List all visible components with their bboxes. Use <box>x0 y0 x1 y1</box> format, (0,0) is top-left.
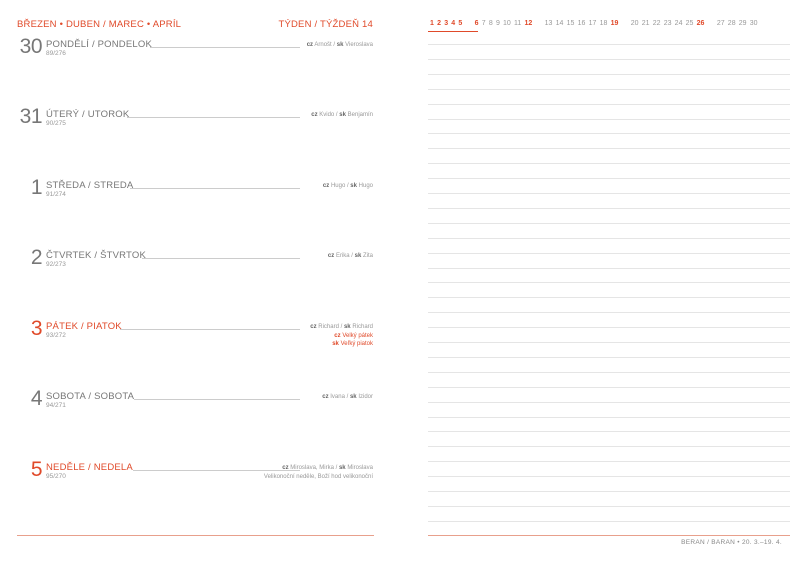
day-name: PONDĚLÍ / PONDELOK <box>46 39 153 50</box>
note-line[interactable] <box>428 476 790 477</box>
sk-label: sk <box>349 394 357 400</box>
separator: / <box>338 324 344 330</box>
name-days <box>307 41 373 50</box>
sk-name: Zita <box>362 253 373 259</box>
separator: / <box>344 394 350 400</box>
note-line[interactable] <box>428 521 790 522</box>
cz-name: Arnošt <box>314 42 332 48</box>
note-line[interactable] <box>428 253 790 254</box>
day-count: 89/276 <box>46 50 66 57</box>
strip-day[interactable]: 2 <box>437 20 441 27</box>
strip-day[interactable]: 4 <box>451 20 456 27</box>
strip-day[interactable]: 20 <box>630 20 639 27</box>
cz-label: cz <box>322 394 329 400</box>
separator: / <box>349 253 355 259</box>
left-page <box>0 0 390 568</box>
strip-day[interactable]: 18 <box>599 20 608 27</box>
cz-name: Ivana <box>330 394 345 400</box>
bottom-divider <box>17 535 374 536</box>
strip-day[interactable]: 27 <box>716 20 725 27</box>
day-entry[interactable] <box>0 176 390 240</box>
note-line[interactable] <box>428 387 790 388</box>
strip-day[interactable]: 25 <box>685 20 694 27</box>
cz-name: Kvido <box>319 112 335 118</box>
note-line[interactable] <box>428 312 790 313</box>
note-line[interactable] <box>428 282 790 283</box>
note-line[interactable] <box>428 372 790 373</box>
note-line[interactable] <box>428 506 790 507</box>
day-divider <box>134 399 300 400</box>
sk-holiday: Veľký piatok <box>340 341 373 347</box>
sk-name: Miroslava <box>347 465 373 471</box>
note-line[interactable] <box>428 268 790 269</box>
note-line[interactable] <box>428 297 790 298</box>
strip-day[interactable]: 16 <box>577 20 586 27</box>
bottom-divider <box>428 535 790 536</box>
day-entry[interactable] <box>0 105 390 169</box>
day-entry[interactable] <box>0 246 390 310</box>
sk-name: Benjamín <box>347 112 373 118</box>
day-entry[interactable] <box>0 317 390 381</box>
day-entry[interactable] <box>0 35 390 99</box>
sk-name: Vieroslava <box>345 42 373 48</box>
note-line[interactable] <box>428 342 790 343</box>
strip-day[interactable]: 7 <box>481 20 486 27</box>
day-number: 4 <box>30 387 42 410</box>
zodiac-footer: BERAN / BARAN • 20. 3.–19. 4. <box>681 539 782 546</box>
name-days <box>323 182 373 191</box>
name-days <box>322 393 373 402</box>
cz-name: Miroslava, Mirka <box>290 465 334 471</box>
day-divider <box>142 258 300 259</box>
strip-day[interactable]: 1 <box>430 20 434 27</box>
cz-holiday: Velký pátek <box>342 332 373 339</box>
strip-day[interactable]: 5 <box>458 20 463 27</box>
week-header: TÝDEN / TÝŽDEŇ 14 <box>278 19 373 30</box>
sk-label: sk <box>339 112 346 118</box>
cz-label: cz <box>306 42 314 48</box>
strip-day[interactable]: 8 <box>488 20 493 27</box>
sk-label: sk <box>336 42 344 48</box>
sk-label: sk <box>354 253 362 259</box>
cz-label: cz <box>322 183 330 189</box>
note-line[interactable] <box>428 178 790 179</box>
day-name: PÁTEK / PIATOK <box>46 321 122 332</box>
note-line[interactable] <box>428 104 790 105</box>
note-line[interactable] <box>428 89 790 90</box>
day-count: 93/272 <box>46 332 66 339</box>
strip-day[interactable]: 10 <box>503 20 511 27</box>
day-entry[interactable] <box>0 458 390 522</box>
note-line[interactable] <box>428 357 790 358</box>
right-page <box>410 0 800 568</box>
strip-day[interactable]: 17 <box>588 20 597 27</box>
note-line[interactable] <box>428 238 790 239</box>
note-line[interactable] <box>428 223 790 224</box>
day-name: ČTVRTEK / ŠTVRTOK <box>46 250 147 261</box>
cz-name: Richard <box>318 324 339 330</box>
note-line[interactable] <box>428 148 790 149</box>
day-count: 91/274 <box>46 191 66 198</box>
day-name: ÚTERÝ / UTOROK <box>46 109 130 120</box>
day-count: 94/271 <box>46 402 66 409</box>
holiday-note: Velikonoční neděle, Boží hod velikonoční <box>263 473 373 480</box>
note-line[interactable] <box>428 119 790 120</box>
day-number: 3 <box>30 317 42 340</box>
day-name: SOBOTA / SOBOTA <box>46 391 135 402</box>
cz-label: cz <box>311 112 318 118</box>
day-divider <box>150 47 300 48</box>
day-name: STŘEDA / STREDA <box>46 180 134 191</box>
note-line[interactable] <box>428 327 790 328</box>
strip-day[interactable]: 19 <box>610 20 619 27</box>
separator: / <box>334 112 340 118</box>
day-name: NEDĚLE / NEDELA <box>46 462 133 473</box>
separator: / <box>333 465 339 471</box>
separator: / <box>345 183 351 189</box>
cz-label: cz <box>310 324 317 330</box>
cz-label: cz <box>327 253 335 259</box>
name-days <box>264 464 373 481</box>
note-line[interactable] <box>428 208 790 209</box>
sk-name: Richard <box>352 324 373 330</box>
cz-label: cz <box>334 332 341 339</box>
sk-label: sk <box>343 324 351 330</box>
strip-day[interactable]: 6 <box>474 20 479 27</box>
day-divider <box>130 188 300 189</box>
day-count: 95/270 <box>46 473 66 480</box>
strip-day[interactable]: 11 <box>514 20 522 27</box>
note-line[interactable] <box>428 446 790 447</box>
name-days <box>328 252 373 261</box>
sk-label: sk <box>350 183 357 189</box>
day-count: 92/273 <box>46 261 66 268</box>
strip-day[interactable]: 30 <box>749 20 758 27</box>
note-line[interactable] <box>428 163 790 164</box>
month-day-strip <box>430 20 761 27</box>
strip-day[interactable]: 12 <box>524 20 533 27</box>
strip-day[interactable]: 9 <box>495 20 500 27</box>
cz-label: cz <box>282 465 289 471</box>
name-days <box>311 111 373 120</box>
strip-day[interactable]: 24 <box>674 20 683 27</box>
sk-name: Izidor <box>358 394 373 400</box>
strip-day[interactable]: 23 <box>663 20 672 27</box>
strip-day[interactable]: 26 <box>696 20 705 27</box>
note-line[interactable] <box>428 461 790 462</box>
note-line[interactable] <box>428 417 790 418</box>
strip-day[interactable]: 29 <box>738 20 747 27</box>
name-days <box>310 323 373 349</box>
cz-name: Hugo <box>330 183 346 189</box>
day-number: 30 <box>19 35 42 58</box>
day-entry[interactable] <box>0 387 390 451</box>
strip-day[interactable]: 14 <box>555 20 564 27</box>
sk-label: sk <box>332 341 339 347</box>
day-divider <box>120 329 300 330</box>
strip-day[interactable]: 22 <box>652 20 661 27</box>
note-line[interactable] <box>428 491 790 492</box>
note-line[interactable] <box>428 193 790 194</box>
day-number: 1 <box>30 176 42 199</box>
months-header: BŘEZEN • DUBEN / MAREC • APRÍL <box>17 19 182 30</box>
note-line[interactable] <box>428 402 790 403</box>
day-divider <box>127 117 300 118</box>
note-line[interactable] <box>428 133 790 134</box>
cz-name: Erika <box>335 253 350 259</box>
note-line[interactable] <box>428 59 790 60</box>
strip-day[interactable]: 28 <box>727 20 736 27</box>
sk-label: sk <box>338 465 346 471</box>
strip-day[interactable]: 21 <box>641 20 650 27</box>
note-line[interactable] <box>428 44 790 45</box>
day-number: 5 <box>30 458 42 481</box>
day-count: 90/275 <box>46 120 66 127</box>
sk-name: Hugo <box>358 183 373 189</box>
day-number: 31 <box>19 105 42 128</box>
strip-day[interactable]: 15 <box>566 20 575 27</box>
note-line[interactable] <box>428 431 790 432</box>
note-line[interactable] <box>428 74 790 75</box>
day-number: 2 <box>30 246 42 269</box>
strip-day[interactable]: 3 <box>444 20 449 27</box>
current-week-underline <box>428 31 478 32</box>
strip-day[interactable]: 13 <box>544 20 553 27</box>
separator: / <box>331 42 337 48</box>
